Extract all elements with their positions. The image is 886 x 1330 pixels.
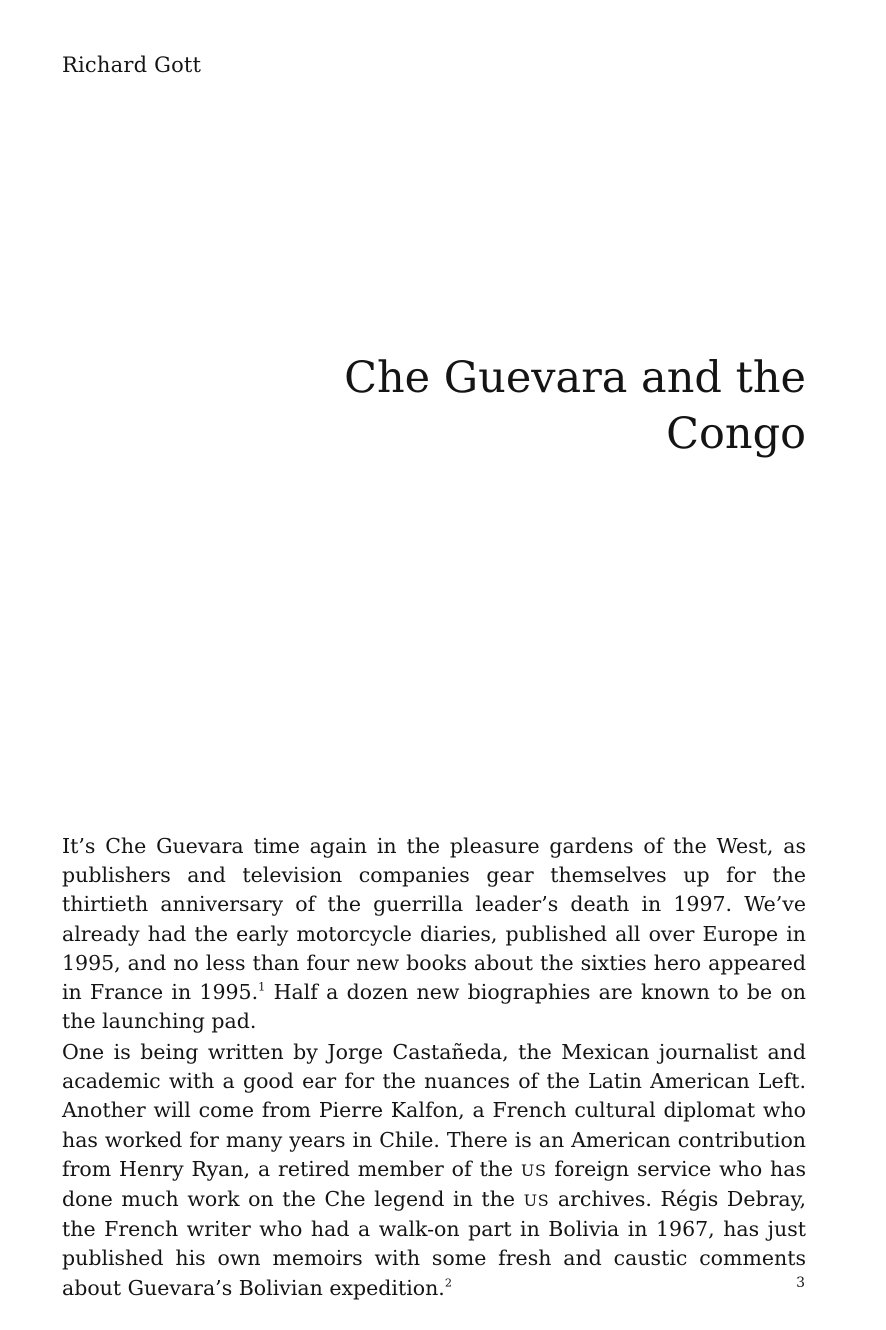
author-name: Richard Gott xyxy=(62,53,202,77)
paragraph-1-text: It’s Che Guevara time again in the pleasure gardens of the West, as publishers and television companies gear themselves up for the thirtieth anniversary of the guerrilla leader’s death in 1997. We’ve already had the early motorcycle diaries, published all over Europe in 1995, and no less than four new books about the sixties hero appeared in France in 1995. xyxy=(62,834,806,1005)
body-paragraph-2 xyxy=(62,1038,806,1303)
page-number: 3 xyxy=(796,1275,805,1291)
footnote-ref-1: 1 xyxy=(258,980,266,994)
body-paragraph-1 xyxy=(62,832,806,1036)
abbreviation-us: US xyxy=(520,1160,547,1180)
footnote-ref-2: 2 xyxy=(444,1276,452,1290)
abbreviation-us: US xyxy=(523,1191,550,1211)
paragraph-2-segment-2: foreign service who has done much work on the Che legend in the xyxy=(62,1156,806,1212)
paragraph-1-text-after: Half a dozen new biographies are known to be on the launching pad. xyxy=(62,980,807,1034)
article-title: Che Guevara and the Congo xyxy=(344,353,806,459)
paragraph-2-segment-1: One is being written by Jorge Castañeda, the Mexican journalist and academic with a good ear for the nuances of the Latin American Left. Another will come from Pierre Kalfon, a French cultural diplomat who has worked for many years in Chile. There is an American contribution from Henry Ryan, a retired member of the xyxy=(62,1040,806,1181)
paragraph-2-segment-3: archives. Régis Debray, the French writer who had a walk-on part in Bolivia in 1967, has just published his own memoirs with some fresh and caustic comments about Guevara’s Bolivian expedition. xyxy=(62,1187,806,1300)
